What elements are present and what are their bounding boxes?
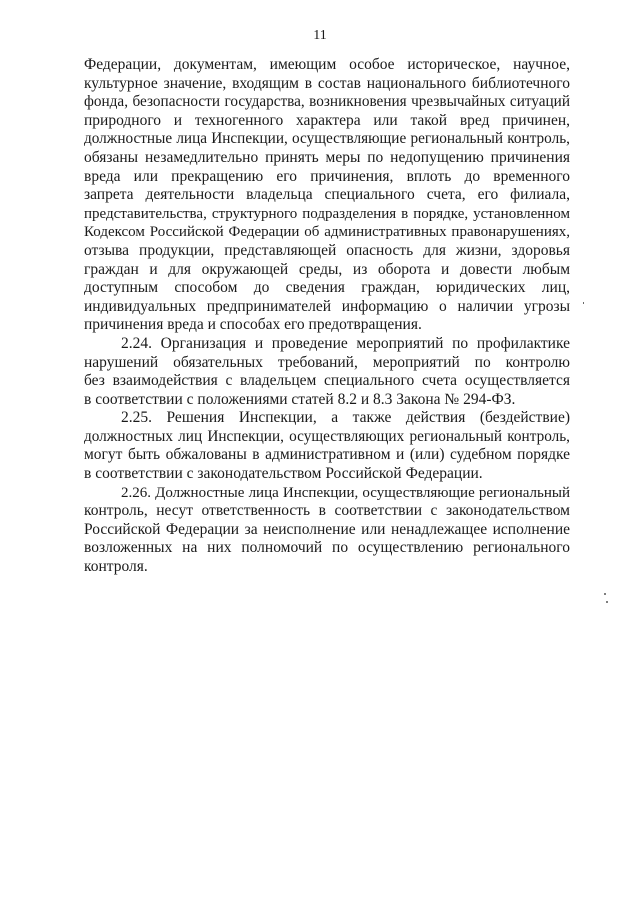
text-line: природного и техногенного характера или такой вред причинен,	[84, 111, 570, 129]
text-line: могут быть обжалованы в административном и (или) судебном порядке	[84, 446, 570, 464]
text-line: должностные лица Инспекции, осуществляющие региональный контроль,	[84, 130, 570, 148]
text-line: граждан и для окружающей среды, из оборота и довести любым	[84, 260, 570, 278]
paragraph-2-25	[84, 409, 570, 483]
text-line: должностных лиц Инспекции, осуществляющих региональный контроль,	[84, 427, 570, 445]
scan-speck	[606, 601, 608, 603]
text-line: возложенных на них полномочий по осуществлению регионального	[84, 539, 570, 557]
text-line: без взаимодействия с владельцем специального счета осуществляется	[84, 372, 570, 390]
text-line: причинения вреда и способах его предотвращения.	[84, 316, 422, 334]
text-line: 2.24. Организация и проведение мероприятий по профилактике	[121, 334, 570, 352]
text-line: Федерации, документам, имеющим особое историческое, научное,	[84, 56, 570, 73]
paragraph-2-24	[84, 335, 570, 409]
text-line: запрета деятельности владельца специального счета, его филиала,	[84, 186, 570, 204]
text-line: обязаны незамедлительно принять меры по недопущению причинения	[84, 148, 570, 166]
text-line: фонда, безопасности государства, возникновения чрезвычайных ситуаций	[84, 93, 570, 111]
text-line: Российской Федерации за неисполнение или ненадлежащее исполнение	[84, 520, 570, 538]
scan-speck	[583, 302, 584, 304]
text-line: 2.25. Решения Инспекции, а также действия (бездействие)	[121, 409, 570, 427]
text-line: отзыва продукции, представляющей опасность для жизни, здоровья	[84, 241, 570, 259]
text-line: представительства, структурного подразделения в порядке, установленном	[84, 205, 570, 222]
text-line: вреда или прекращению его причинения, вплоть до временного	[84, 167, 570, 185]
text-line: нарушений обязательных требований, мероприятий по контролю	[84, 353, 570, 371]
page-number: 11	[313, 28, 327, 43]
text-line: в соответствии с положениями статей 8.2 и 8.3 Закона № 294-ФЗ.	[84, 390, 516, 408]
text-line: культурное значение, входящим в состав национального библиотечного	[84, 74, 570, 92]
document-body	[84, 56, 570, 577]
text-line: индивидуальных предпринимателей информацию о наличии угрозы	[84, 297, 570, 315]
text-line: в соответствии с законодательством Российской Федерации.	[84, 465, 483, 483]
text-line: Кодексом Российской Федерации об административных правонарушениях,	[84, 224, 570, 241]
text-line: контроля.	[84, 558, 148, 576]
text-line: контроль, несут ответственность в соответствии с законодательством	[84, 502, 570, 520]
text-line: доступным способом до сведения граждан, юридических лиц,	[84, 279, 570, 297]
text-line: 2.26. Должностные лица Инспекции, осуществляющие региональный	[121, 484, 570, 501]
scan-speck	[604, 593, 606, 595]
paragraph-2-26	[84, 484, 570, 577]
paragraph-continuation	[84, 56, 570, 335]
